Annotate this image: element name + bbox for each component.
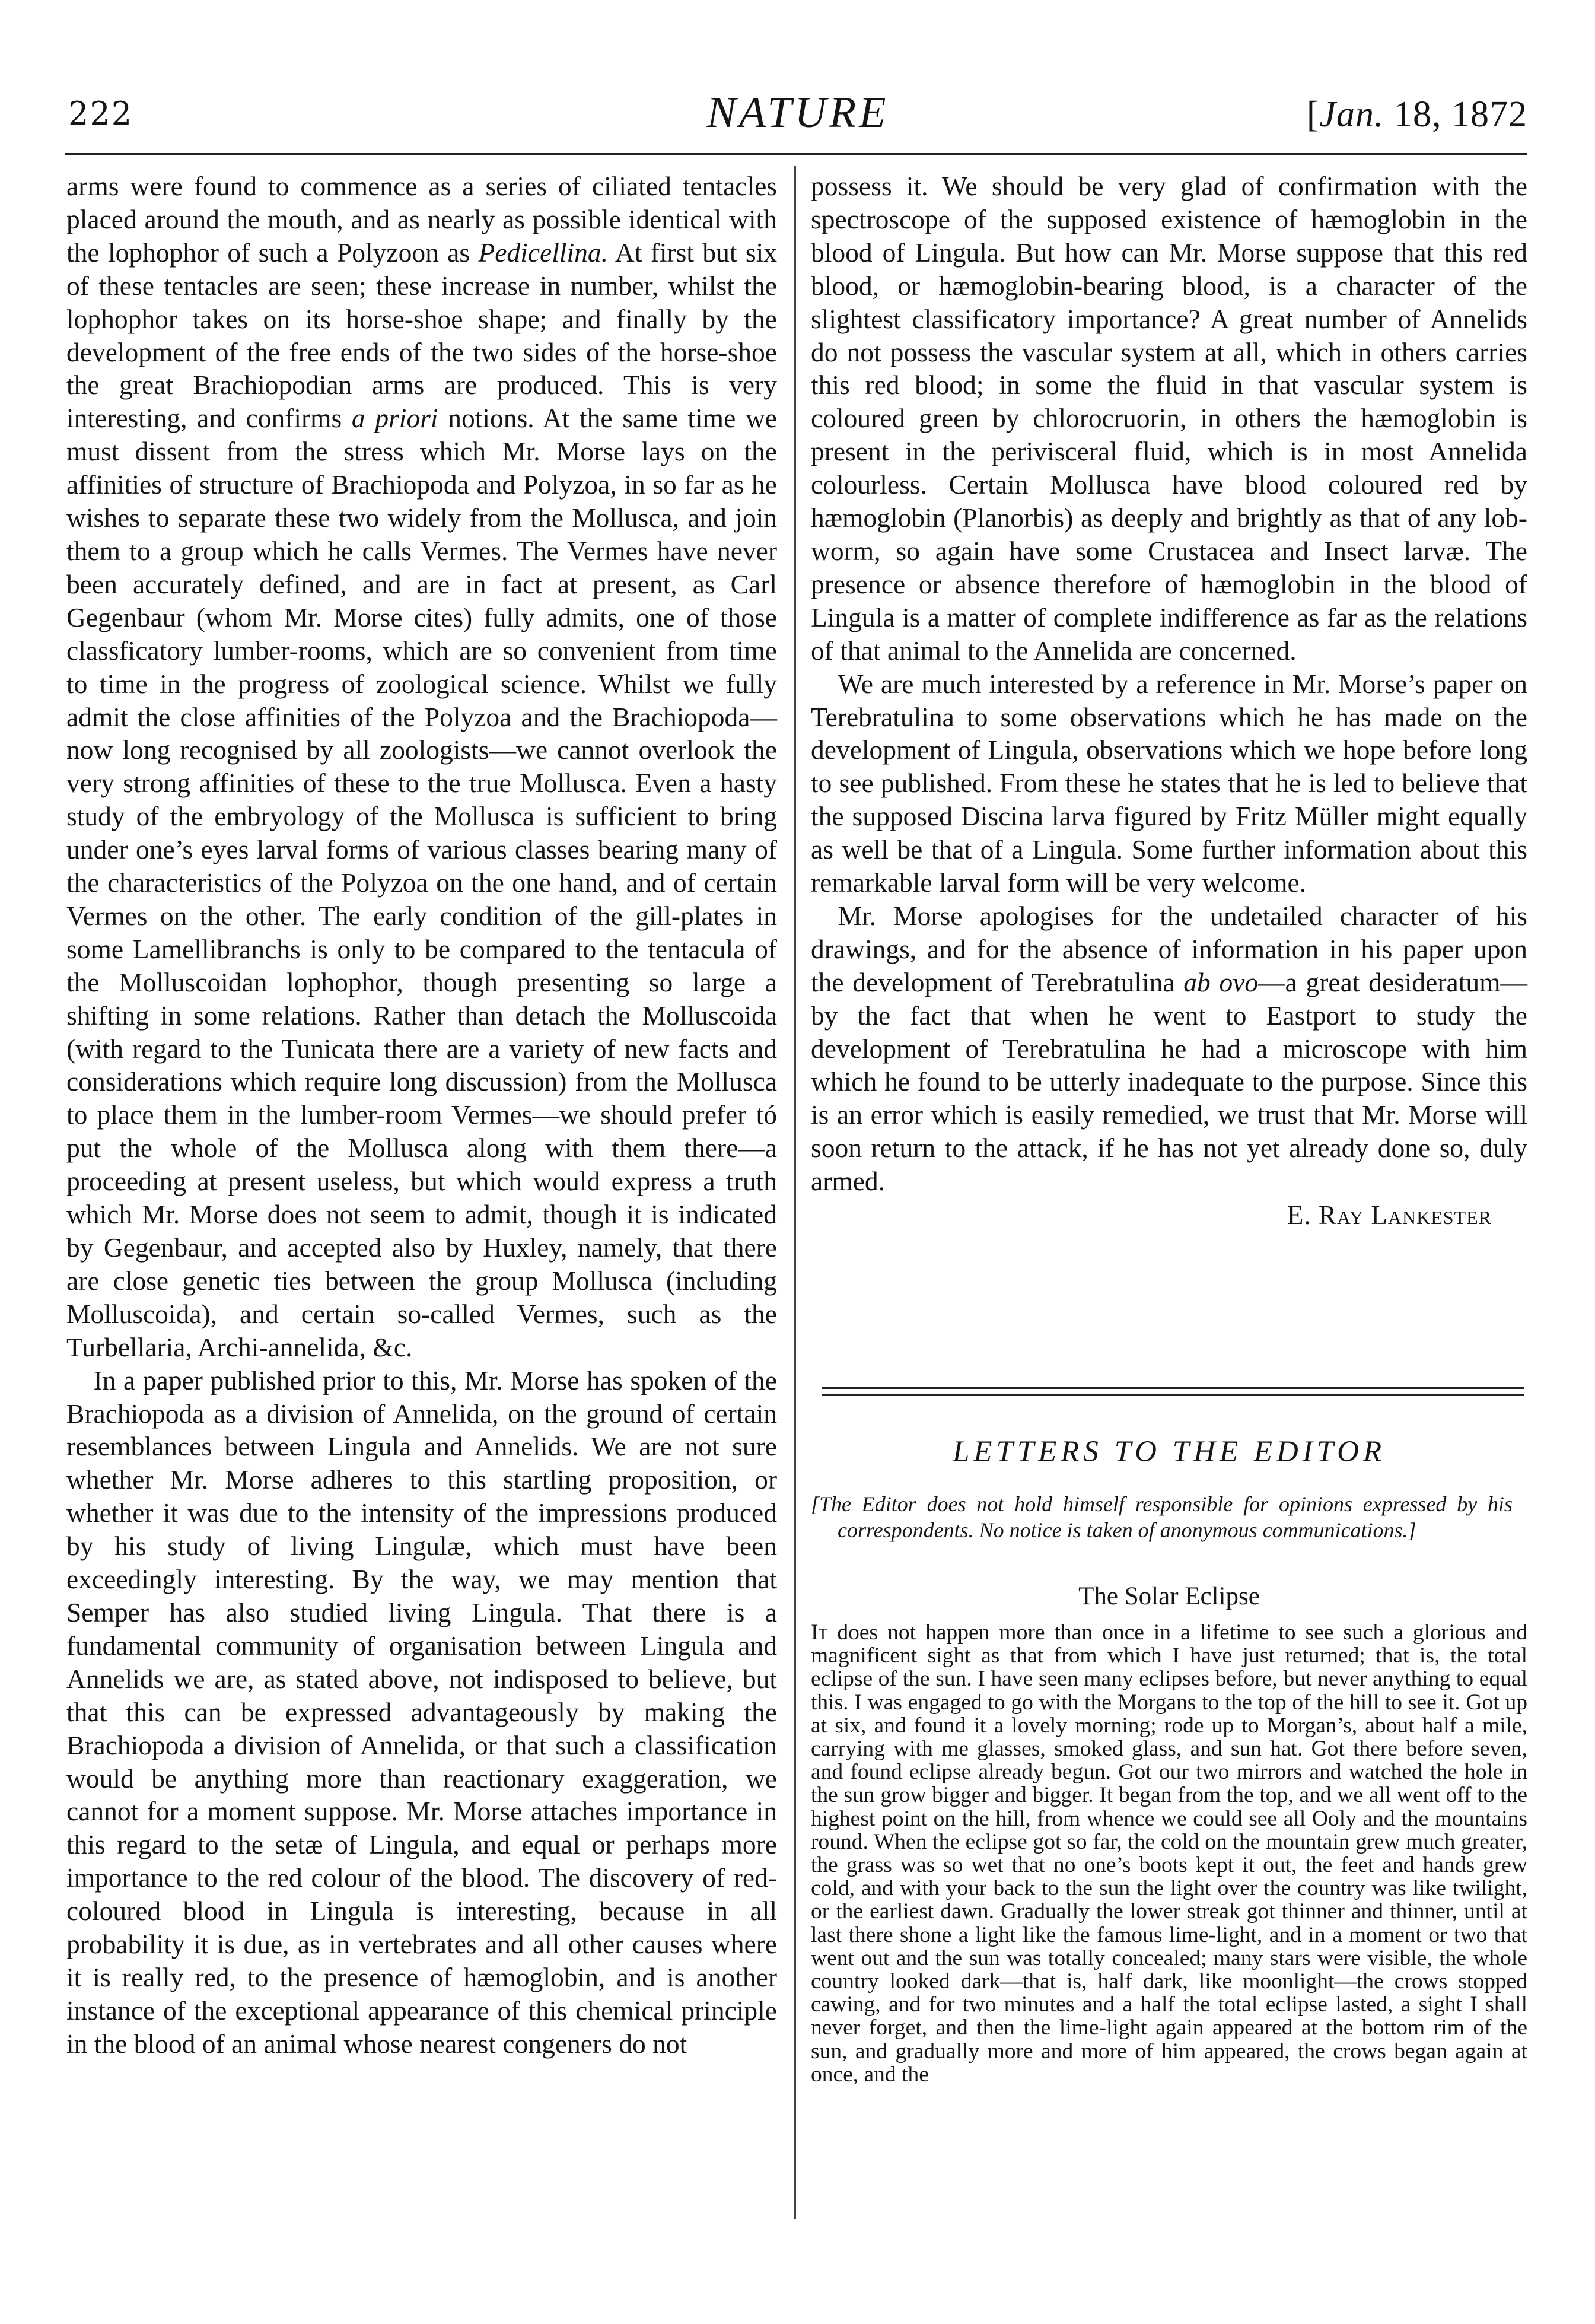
author-signature: E. Ray Lankester <box>1287 1200 1492 1231</box>
journal-title: NATURE <box>706 88 889 137</box>
left-p1-italic-pedicellina: Pedicellina. <box>478 237 609 268</box>
left-paragraph-2: In a paper published prior to this, Mr. Morse has spoken of the Brachiopoda as a division of Annelida, on the ground of certain resemblances between Lingula and Annelids. We are not sure whether Mr. Morse adheres to this startling proposition, or whether it was due to the intensity of the impressions produced by his study of living Lingulæ, which must have been exceedingly interesting. By the way, we may mention that Semper has also studied living Lingula. That there is a fundamental community of organisation between Lingula and Annelids we are, as stated above, not indisposed to believe, but that this can be expressed advantageously by making the Brachiopoda a division of Annelida, or that such a classification would be anything more than reactionary exaggeration, we cannot for a moment suppose. Mr. Morse attaches importance in this regard to the setæ of Lingula, and equal or perhaps more importance to the red colour of the blood. The discovery of red-coloured blood in Lingula is interesting, because in all probability it is due, as in vertebrates and all other causes where it is really red, to the presence of hæmoglobin, and is another instance of the exceptional appearance of this chemical principle in the blood of an animal whose nearest congeners do not <box>66 1365 777 2059</box>
header-rule <box>65 153 1527 155</box>
issue-date: [Jan. 18, 1872 <box>1306 94 1527 135</box>
letter-title: The Solar Eclipse <box>1078 1582 1260 1610</box>
letter-body-text: does not happen more than once in a lifetime to see such a glorious and magnificent sight as that from which I have just returned; that is, the total eclipse of the sun. I have seen many eclipses before, but never anything to equal this. I was engaged to go with the Morgans to the top of the hill to see it. Got up at six, and found it a lovely morning; rode up to Morgan’s, about half a mile, carrying with me glasses, smoked glass, and sun hat. Got there before seven, and found eclipse already begun. Got our two mirrors and watched the hole in the sun grow bigger and bigger. It began from the top, and we all went off to the highest point on the hill, from whence we could see all Ooly and the mountains round. When the eclipse got so far, the cold on the mountain grew much greater, the grass was so wet that no one’s boots kept it out, the feet and hands grew cold, and with your back to the sun the light over the country was like twilight, or the earliest dawn. Gradually the lower streak got thinner and thinner, until at last there shone a light like the famous lime-light, and in a moment or two that went out and the sun was totally concealed; many stars were visible, the whole country looked dark—that is, half dark, like moonlight—the crows stopped cawing, and for two minutes and a half the total eclipse lasted, a sight I shall never forget, and then the lime-light again appeared at the bottom rim of the sun, and gradually more and more of him appeared, the crows began again at once, and the <box>811 1620 1527 2087</box>
page-number: 222 <box>68 95 133 132</box>
left-p1-italic-apriori: a priori <box>351 403 438 434</box>
left-paragraph-1 <box>66 170 777 1364</box>
left-column <box>66 170 777 2228</box>
right-paragraph-3 <box>811 899 1527 1198</box>
issue-date-rest: 18, 1872 <box>1394 94 1527 135</box>
right-p3-text-a: Mr. Morse apologises for the undetailed character of his drawings, and for the absence of information in his paper upon the development of Terebratulina <box>811 900 1527 997</box>
editor-disclaimer: [The Editor does not hold himself responsible for opinions expressed by his correspondents. No notice is taken of anonymous communications.] <box>811 1492 1513 1542</box>
right-paragraph-2: We are much interested by a reference in Mr. Morse’s paper on Terebratulina to some observations which he has made on the development of Lingula, observations which we hope before long to see published. From these he states that he is led to believe that the supposed Discina larva figured by Fritz Müller might equally as well be that of a Lingula. Some further information about this remarkable larval form will be very welcome. <box>811 668 1527 898</box>
left-p1-text-b: At first but six of these tentacles are seen; these increase in number, whilst the lophophor takes on its horse-shoe shape; and finally by the development of the free ends of the two sides of the horse-shoe the great Brachiopodian arms are produced. This is very interesting, and confirms <box>66 237 777 434</box>
right-paragraph-1: possess it. We should be very glad of confirmation with the spectroscope of the supposed existence of hæmoglobin in the blood of Lingula. But how can Mr. Morse suppose that this red blood, or hæmoglobin-bearing blood, is a character of the slightest classificatory importance? A great number of Annelids do not possess the vascular system at all, which in others carries this red blood; in some the fluid in that vascular system is coloured green by chlorocruorin, in others the hæmoglobin is present in the perivisceral fluid, which is in most Annelida colourless. Certain Mollusca have blood coloured red by hæmoglobin (Planorbis) as deeply and brightly as that of any lob-worm, so again have some Crustacea and Insect larvæ. The presence or absence therefore of hæmoglobin in the blood of Lingula is a matter of complete indifference as far as the relations of that animal to the Annelida are concerned. <box>811 171 1527 666</box>
letter-body <box>811 1621 1527 2086</box>
left-p1-text-a: arms were found to commence as a series of ciliated tentacles placed around the mouth, and as nearly as possible identical with the lophophor of such a Polyzoon as <box>66 171 777 268</box>
section-heading: LETTERS TO THE EDITOR <box>952 1435 1386 1468</box>
page-header <box>68 88 1527 147</box>
right-p3-text-b: —a great desideratum—by the fact that when he went to Eastport to study the development of Terebratulina he had a microscope with him which he found to be utterly inadequate to the purpose. Since this is an error which is easily remedied, we trust that Mr. Morse will soon return to the attack, if he has not yet already done so, duly armed. <box>811 967 1527 1197</box>
column-divider <box>794 166 796 2219</box>
issue-date-month: Jan. <box>1319 94 1384 135</box>
right-p3-italic: ab ovo <box>1183 967 1259 997</box>
left-p1-text-c: notions. At the same time we must dissent from the stress which Mr. Morse lays on the affinities of structure of Brachiopoda and Polyzoa, in so far as he wishes to separate these two widely from the Mollusca, and join them to a group which he calls Vermes. The Vermes have never been accurately defined, and are in fact at present, as Carl Gegenbaur (whom Mr. Morse cites) fully admits, one of those classficatory lumber-rooms, which are so convenient from time to time in the progress of zoological science. Whilst we fully admit the close affinities of the Polyzoa and the Brachiopoda—now long recognised by all zoologists—we cannot overlook the very strong affinities of these to the true Mollusca. Even a hasty study of the embryology of the Mollusca is sufficient to bring under one’s eyes larval forms of various classes bearing many of the characteristics of the Polyzoa on the one hand, and of certain Vermes on the other. The early condition of the gill-plates in some Lamellibranchs is only to be compared to the tentacula of the Molluscoidan lophophor, though presenting so large a shifting in some relations. Rather than detach the Molluscoida (with regard to the Tunicata there are a variety of new facts and considerations which require long discussion) from the Mollusca to place them in the lumber-room Vermes—we should prefer tó put the whole of the Mollusca along with them there—a proceeding at present useless, but which would express a truth which Mr. Morse does not seem to admit, though it is indicated by Gegenbaur, and accepted also by Huxley, namely, that there are close genetic ties between the group Mollusca (including Molluscoida), and certain so-called Vermes, such as the Turbellaria, Archi-annelida, &c. <box>66 403 778 1362</box>
letter-dropword: It <box>811 1620 828 1645</box>
right-column-article <box>811 170 1527 1232</box>
section-double-rule <box>822 1387 1524 1396</box>
